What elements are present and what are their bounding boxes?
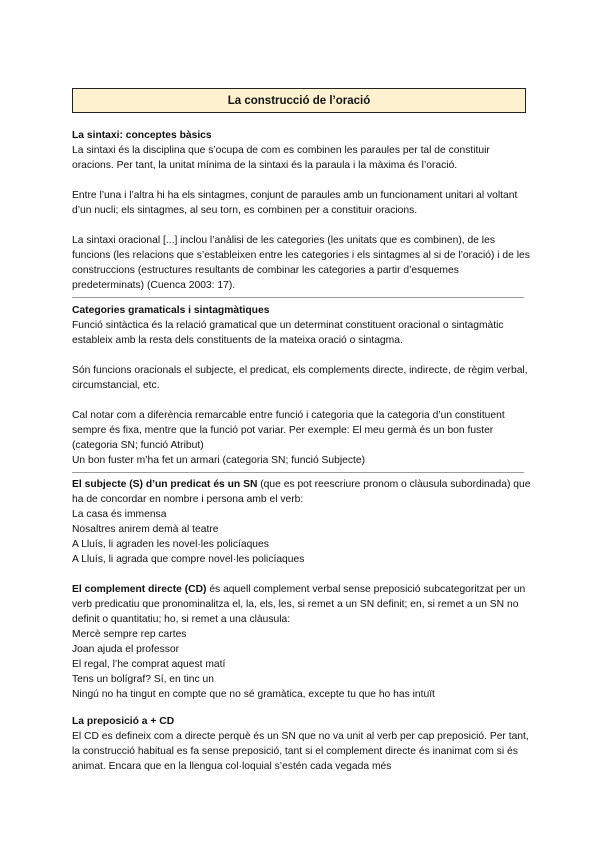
paragraph: Cal notar com a diferència remarcable entre funció i categoria que la categoria d’un constituent sempre és fixa, mentre que la funció pot variar. Per exemple: El meu germà és un bon fuster (categoria SN; funció Atribut) xyxy=(72,410,505,451)
paragraph xyxy=(72,582,532,627)
paragraph: Funció sintàctica és la relació gramatical que un determinat constituent oracional o sintagmàtic estableix amb la resta dels constituents de la mateixa oració o sintagma. xyxy=(72,320,504,346)
example-line: Mercè sempre rep cartes xyxy=(72,629,187,640)
paragraph: Són funcions oracionals el subjecte, el predicat, els complements directe, indirecte, de règim verbal, circumstancial, etc. xyxy=(72,365,528,391)
example-line: La casa és immensa xyxy=(72,509,167,520)
paragraph: Entre l’una i l’altra hi ha els sintagmes, conjunt de paraules amb un funcionament unitari al voltant d’un nucli; els sintagmes, al seu torn, es combinen per a constituir oracions. xyxy=(72,190,518,216)
example-line: Nosaltres anirem demà al teatre xyxy=(72,524,219,535)
paragraph: Un bon fuster m’ha fet un armari (categoria SN; funció Subjecte) xyxy=(72,455,366,466)
example-line: Ningú no ha tingut en compte que no sé gramàtica, excepte tu que ho has intuït xyxy=(72,689,435,700)
heading-continuation: és aquell complement verbal sense preposició subcategoritzat per un verb predicatiu que pronominalitza el, la, els, les, si remet a un SN definit; en, si remet a un SN no definit o quantitatiu; ho, si remet a una clàusula: xyxy=(72,584,526,625)
example-line: Joan ajuda el professor xyxy=(72,644,180,655)
document-title xyxy=(72,88,526,113)
section-complement-directe xyxy=(72,582,532,702)
example-line: A Lluís, li agraden les novel·les policíaques xyxy=(72,539,269,550)
section-divider xyxy=(72,297,524,298)
section-heading: El subjecte (S) d’un predicat és un SN xyxy=(72,479,258,490)
section-sintaxi xyxy=(72,128,532,293)
section-divider xyxy=(72,472,524,473)
section-heading: El complement directe (CD) xyxy=(72,584,207,595)
section-categories xyxy=(72,303,532,468)
section-subjecte xyxy=(72,477,532,567)
section-heading: La sintaxi: conceptes bàsics xyxy=(72,130,212,141)
paragraph: El CD es defineix com a directe perquè és un SN que no va unit al verb per cap preposició. Per tant, la construcció habitual es fa sense preposició, tant si el complement directe és inanimat com si és animat. Encara que en la llengua col·loquial s’estén cada vegada més xyxy=(72,731,529,772)
example-line: Tens un bolígraf? Sí, en tinc un xyxy=(72,674,214,685)
example-line: El regal, l’he comprat aquest matí xyxy=(72,659,226,670)
paragraph: La sintaxi oracional [...] inclou l’anàlisi de les categories (les unitats que es combinen), de les funcions (les relacions que s’estableixen entre les categories i els sintagmes al si de l’oració) i de les construccions (estructures resultants de combinar les categories a partir d’esquemes predeterminats) (Cuenca 2003: 17). xyxy=(72,235,530,291)
section-heading: Categories gramaticals i sintagmàtiques xyxy=(72,305,270,316)
title-text: La construcció de l’oració xyxy=(227,94,371,107)
paragraph xyxy=(72,477,532,507)
section-preposicio xyxy=(72,714,532,774)
heading-continuation: (que es pot reescriure pronom o clàusula subordinada) que ha de concordar en nombre i persona amb el verb: xyxy=(72,479,531,505)
paragraph: La sintaxi és la disciplina que s’ocupa de com es combinen les paraules per tal de constituir oracions. Per tant, la unitat mínima de la sintaxi és la paraula i la màxima és l’oració. xyxy=(72,145,490,171)
example-line: A Lluís, li agrada que compre novel·les policíaques xyxy=(72,554,305,565)
section-heading: La preposició a + CD xyxy=(72,716,175,727)
